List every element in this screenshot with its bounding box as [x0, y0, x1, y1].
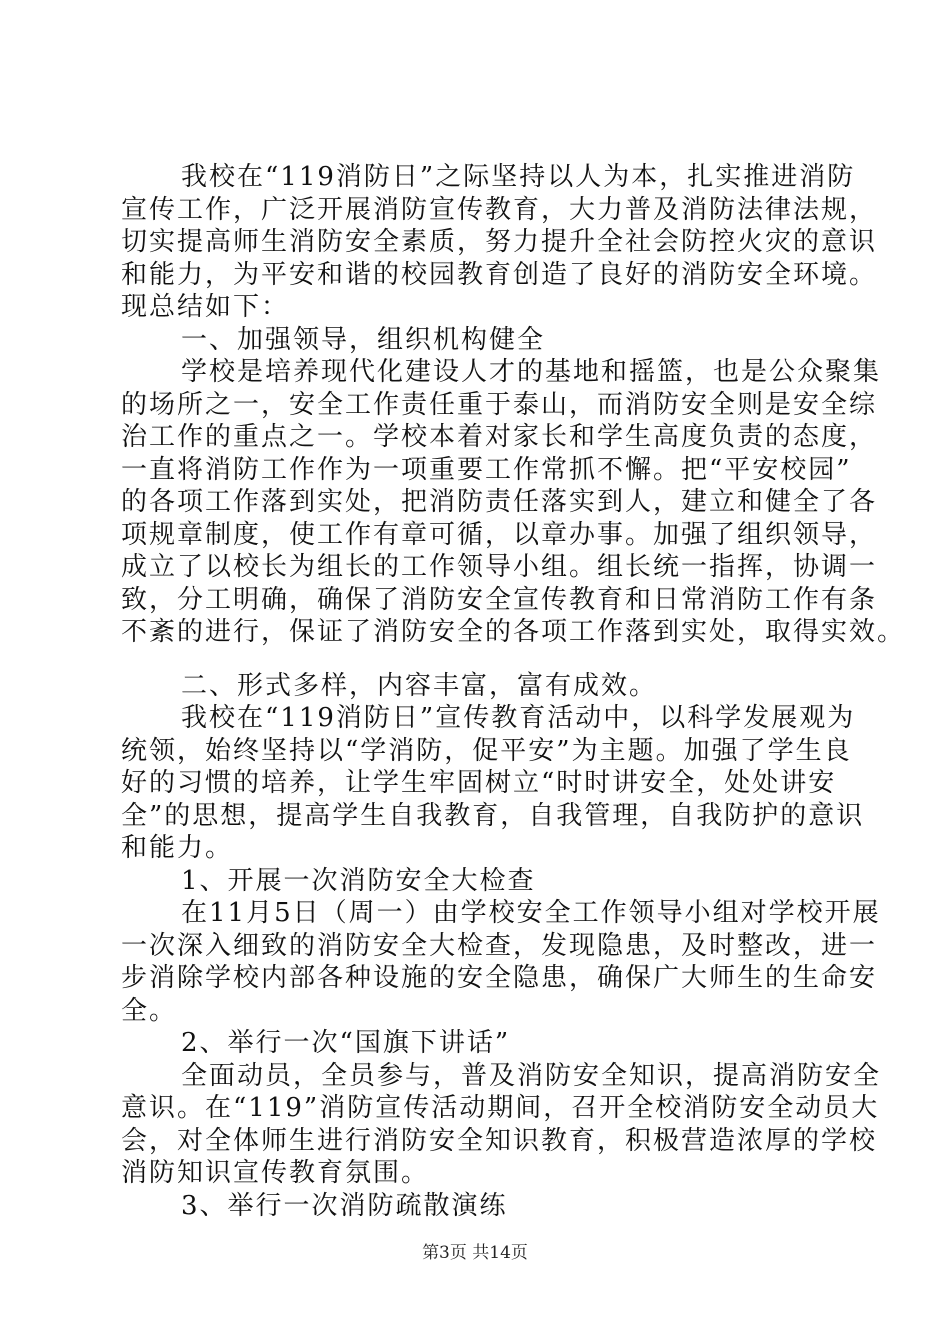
paragraph-line: 我校在“119消防日”之际坚持以人为本，扎实推进消防 — [181, 162, 856, 192]
paragraph-line: 消防知识宣传教育氛围。 — [121, 1158, 430, 1189]
paragraph-line: 一次深入细致的消防安全大检查，发现隐患，及时整改，进一 — [121, 930, 878, 961]
paragraph-line: 项规章制度，使工作有章可循，以章办事。加强了组织领导， — [121, 519, 878, 550]
paragraph-line: 一直将消防工作作为一项重要工作常抓不懈。把“平安校园” — [121, 454, 852, 485]
paragraph-line: 的场所之一，安全工作责任重于泰山，而消防安全则是安全综 — [121, 389, 878, 420]
paragraph-line: 成立了以校长为组长的工作领导小组。组长统一指挥，协调一 — [121, 552, 878, 582]
subsection-heading: 2、举行一次“国旗下讲话” — [181, 1028, 511, 1059]
paragraph-line: 不紊的进行，保证了消防安全的各项工作落到实处，取得实效。 — [121, 617, 906, 647]
paragraph-line: 治工作的重点之一。学校本着对家长和学生高度负责的态度， — [121, 422, 878, 452]
paragraph-line: 和能力，为平安和谐的校园教育创造了良好的消防安全环境。 — [121, 259, 878, 290]
paragraph-line: 切实提高师生消防安全素质，努力提升全社会防控火灾的意识 — [121, 227, 878, 257]
paragraph-line: 在11月5日（周一）由学校安全工作领导小组对学校开展 — [181, 898, 881, 929]
paragraph-line: 现总结如下： — [121, 292, 290, 322]
paragraph-line: 致，分工明确，确保了消防安全宣传教育和日常消防工作有条 — [121, 584, 878, 615]
paragraph-line: 会，对全体师生进行消防安全知识教育，积极营造浓厚的学校 — [121, 1125, 878, 1156]
paragraph-line: 和能力。 — [121, 833, 234, 864]
subsection-heading: 1、开展一次消防安全大检查 — [181, 865, 536, 896]
page-footer: 第3页 共14页 — [422, 1243, 528, 1263]
paragraph-line: 宣传工作，广泛开展消防宣传教育，大力普及消防法律法规， — [121, 194, 878, 225]
paragraph-line: 统领，始终坚持以“学消防，促平安”为主题。加强了学生良 — [121, 735, 852, 766]
paragraph-line: 意识。在“119”消防宣传活动期间，召开全校消防安全动员大 — [121, 1093, 880, 1124]
paragraph-line: 我校在“119消防日”宣传教育活动中，以科学发展观为 — [181, 703, 856, 734]
section-heading: 一、加强领导，组织机构健全 — [181, 324, 546, 355]
paragraph-line: 学校是培养现代化建设人才的基地和摇篮，也是公众聚集 — [181, 357, 882, 387]
subsection-heading: 3、举行一次消防疏散演练 — [181, 1190, 508, 1221]
paragraph-line: 的各项工作落到实处，把消防责任落实到人，建立和健全了各 — [121, 487, 878, 517]
paragraph-line: 步消除学校内部各种设施的安全隐患，确保广大师生的生命安 — [121, 963, 878, 994]
paragraph-line: 好的习惯的培养，让学生牢固树立“时时讲安全，处处讲安 — [121, 768, 837, 799]
paragraph-line: 全”的思想，提高学生自我教育，自我管理，自我防护的意识 — [121, 800, 865, 831]
paragraph-line: 全。 — [121, 995, 178, 1026]
paragraph-line: 全面动员，全员参与，普及消防安全知识，提高消防安全 — [181, 1060, 882, 1091]
section-heading: 二、形式多样，内容丰富，富有成效。 — [181, 670, 658, 701]
